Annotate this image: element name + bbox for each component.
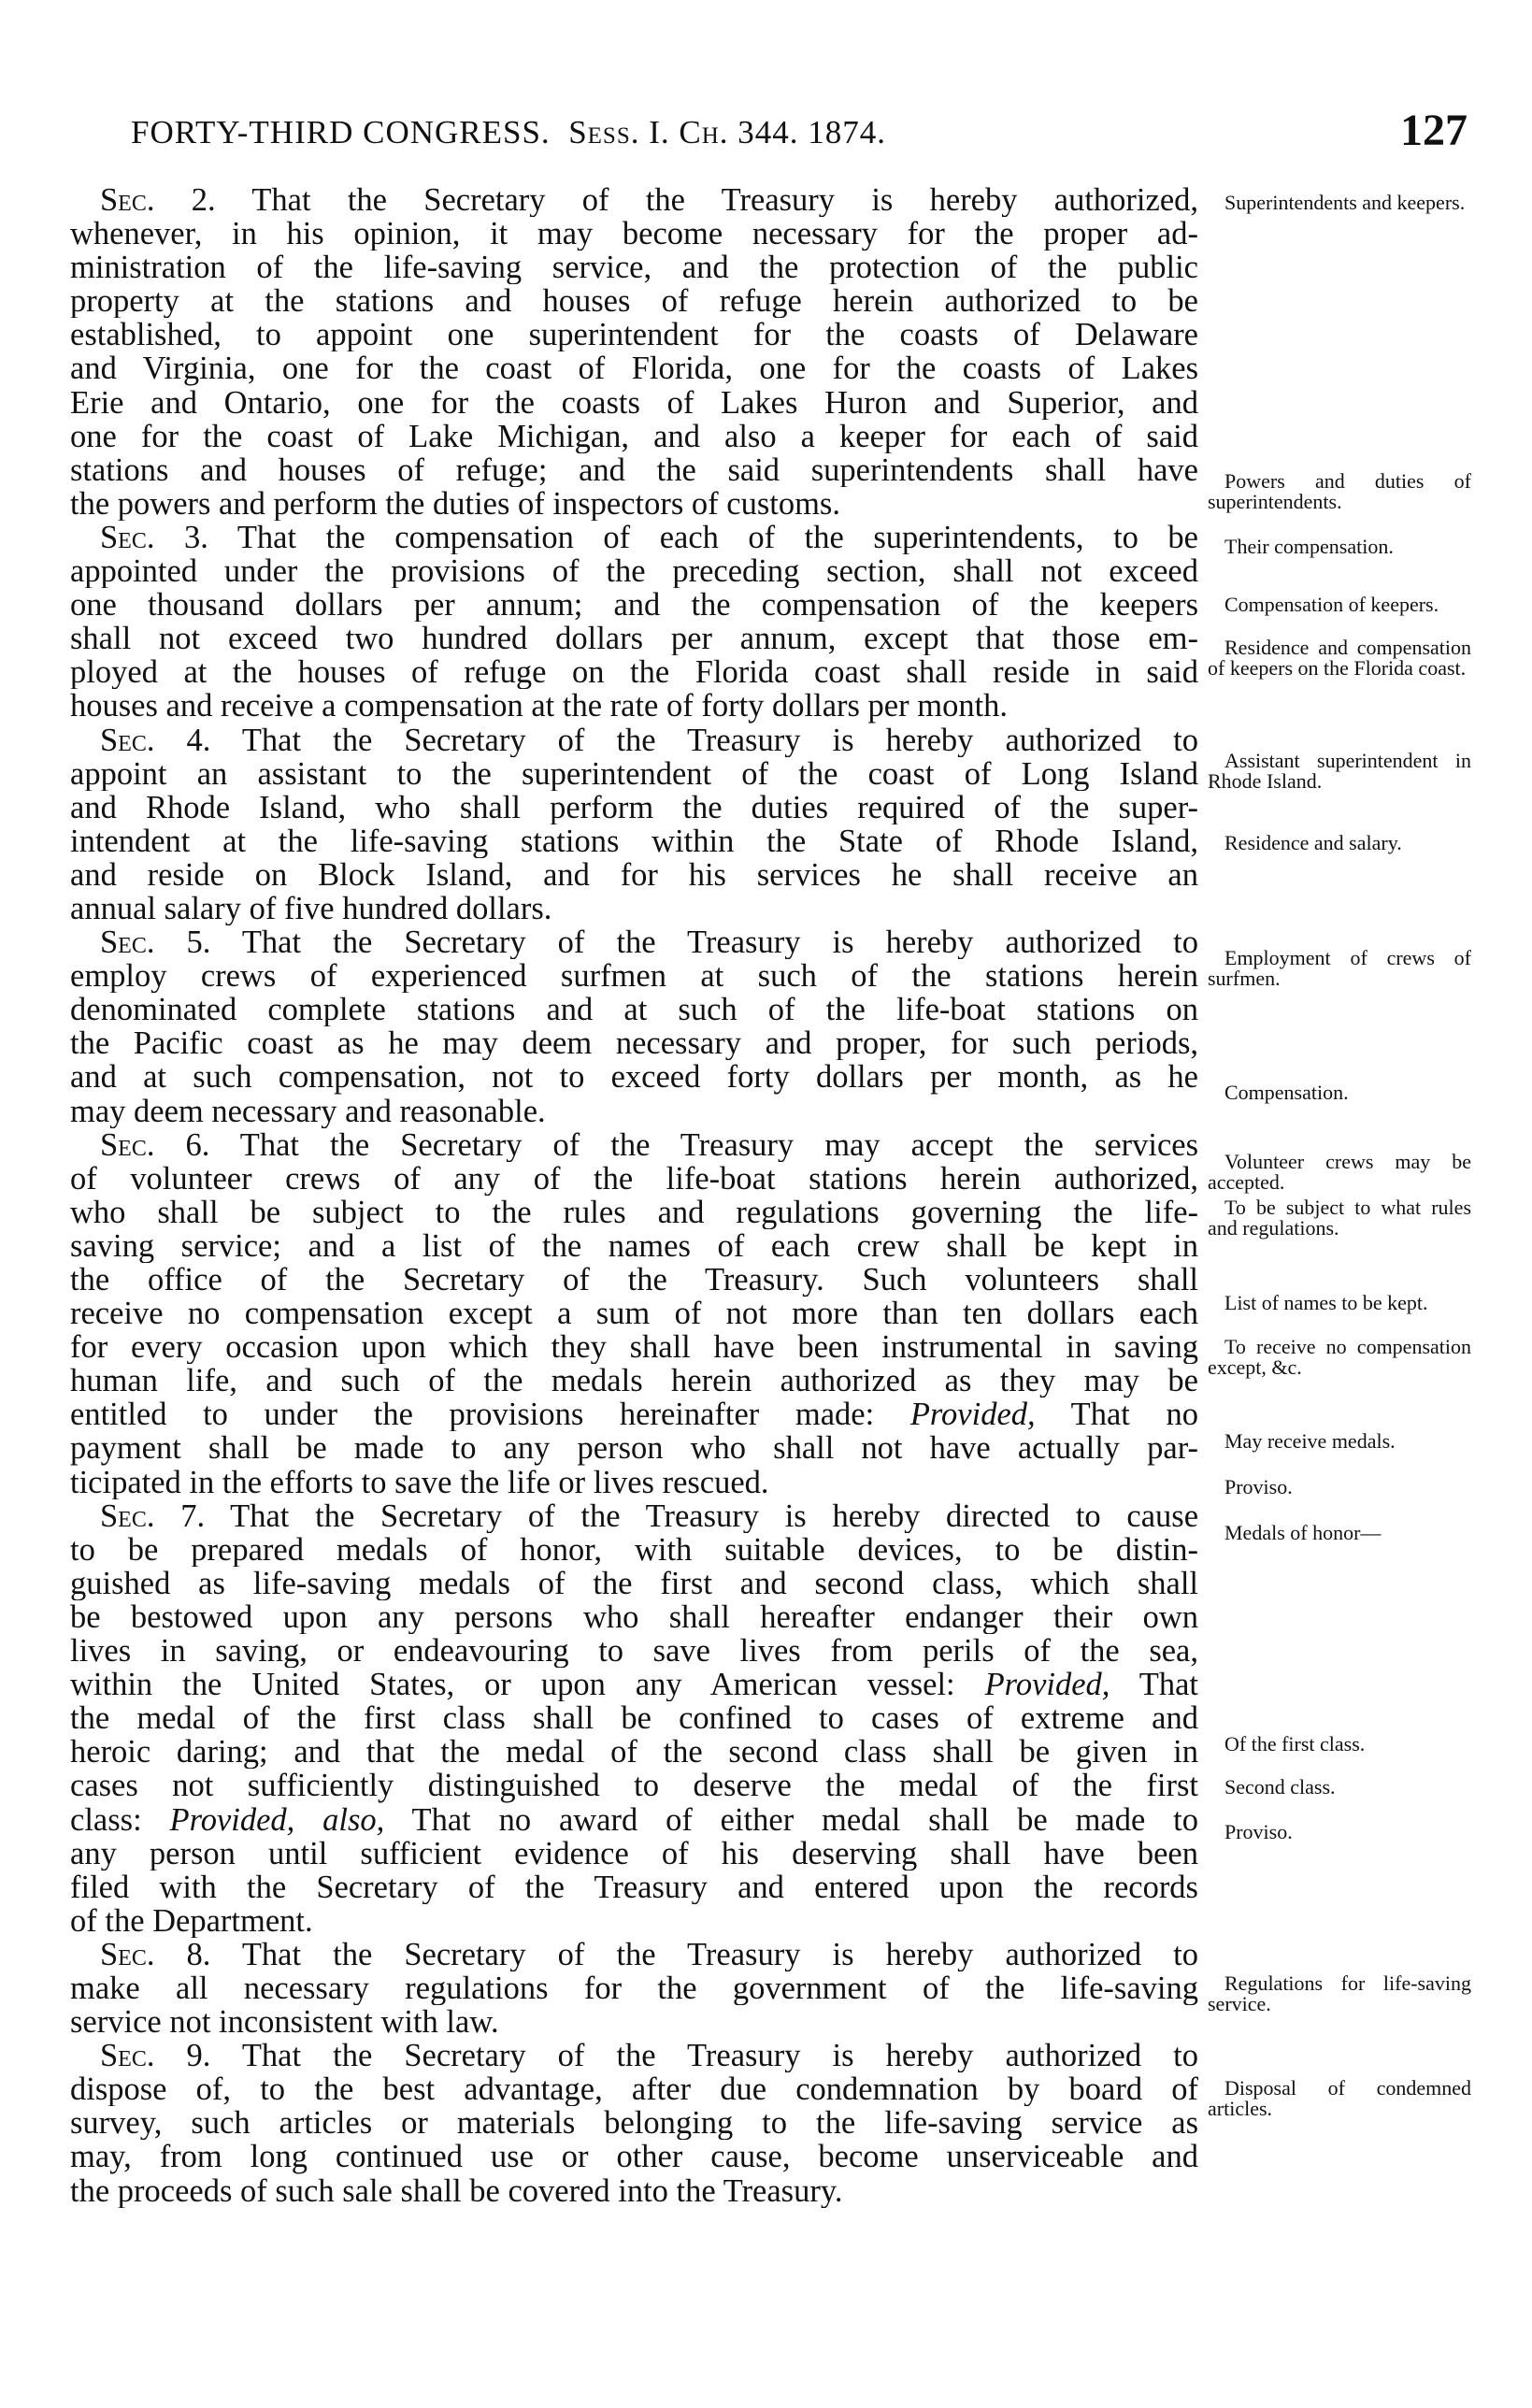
text-line — [70, 2005, 1198, 2039]
margin-note: List of names to be kept. — [1224, 1291, 1428, 1314]
line-text: That the Secretary of the Treasury is hereby directed to cause — [205, 1498, 1198, 1533]
proviso-italic: Provided, also, — [169, 1802, 385, 1837]
section-label: Sec. 9. — [100, 2039, 211, 2073]
text-line — [70, 1533, 1198, 1567]
text-line — [70, 318, 1198, 351]
proviso-italic: Provided, — [984, 1668, 1110, 1702]
text-line — [70, 420, 1198, 453]
text-line — [70, 1904, 1198, 1938]
line-text: denominated complete stations and at such of the life-boat stations on — [70, 993, 1198, 1027]
text-line — [70, 1803, 1198, 1837]
line-text: the proceeds of such sale shall be covered into the Treasury. — [70, 2173, 843, 2208]
margin-note: Their compensation. — [1224, 535, 1394, 558]
line-text: and Virginia, one for the coast of Florida, one for the coasts of Lakes — [70, 351, 1198, 386]
text-line — [70, 1567, 1198, 1600]
section-3 — [70, 521, 1198, 724]
text-line — [70, 1095, 1198, 1128]
text-line — [70, 1398, 1198, 1431]
text-line — [70, 724, 1198, 757]
text-line — [70, 1364, 1198, 1398]
margin-note: Superintendents and keepers. — [1224, 191, 1466, 214]
margin-note: To receive no compensation except, &c. — [1208, 1335, 1471, 1379]
header-session-chapter: Sess. I. Ch. 344. 1874. — [568, 114, 887, 150]
line-text: the medal of the first class shall be confined to cases of extreme and — [70, 1701, 1198, 1736]
line-text: annual salary of five hundred dollars. — [70, 891, 552, 926]
text-line — [70, 1297, 1198, 1330]
section-label: Sec. 8. — [100, 1937, 211, 1971]
line-text: That no — [1035, 1398, 1198, 1432]
text-line — [70, 655, 1198, 689]
section-4 — [70, 724, 1198, 926]
text-line — [70, 386, 1198, 420]
proviso-italic: Provided, — [909, 1398, 1036, 1432]
margin-note: Regulations for life-saving service. — [1208, 1971, 1471, 2015]
line-text: guished as life-saving medals of the first and second class, which shall — [70, 1566, 1198, 1600]
section-7 — [70, 1499, 1198, 1938]
text-line — [70, 824, 1198, 858]
text-line — [70, 1971, 1198, 2005]
section-9 — [70, 2039, 1198, 2207]
line-text: filed with the Secretary of the Treasury and entered upon the records — [70, 1870, 1198, 1904]
text-line — [70, 1431, 1198, 1465]
line-text: That the Secretary of the Treasury is hereby authorized to — [210, 1937, 1198, 1971]
text-line — [70, 521, 1198, 554]
text-line — [70, 1701, 1198, 1735]
text-line — [70, 2174, 1198, 2208]
line-text: one thousand dollars per annum; and the compensation of the keepers — [70, 588, 1198, 623]
margin-note: Powers and duties of superintendents. — [1208, 469, 1471, 513]
margin-note: Employment of crews of surfmen. — [1208, 946, 1471, 990]
section-label: Sec. 6. — [100, 1127, 210, 1162]
text-line — [70, 1735, 1198, 1769]
line-text: class: — [70, 1802, 170, 1837]
text-line — [70, 1938, 1198, 1971]
text-line — [70, 1466, 1198, 1499]
line-text: That no award of either medal shall be made to — [384, 1802, 1198, 1837]
section-label: Sec. 3. — [100, 520, 208, 555]
text-line — [70, 1026, 1198, 1060]
section-2 — [70, 183, 1198, 521]
line-text: for every occasion upon which they shall have been instrumental in saving — [70, 1330, 1198, 1365]
text-line — [70, 487, 1198, 521]
margin-note: May receive medals. — [1224, 1429, 1396, 1453]
statute-text — [70, 183, 1198, 2208]
text-line — [70, 1668, 1198, 1701]
line-text: any person until sufficient evidence of his deserving shall have been — [70, 1836, 1198, 1870]
text-line — [70, 1060, 1198, 1094]
section-label: Sec. 7. — [100, 1498, 206, 1533]
line-text: within the United States, or upon any American vessel: — [70, 1668, 985, 1702]
line-text: stations and houses of refuge; and the said superintendents shall have — [70, 452, 1198, 487]
line-text: shall not exceed two hundred dollars per annum, except that those em- — [70, 622, 1198, 656]
text-line — [70, 622, 1198, 655]
text-line — [70, 791, 1198, 824]
margin-note: Compensation of keepers. — [1224, 593, 1439, 616]
line-text: be bestowed upon any persons who shall hereafter endanger their own — [70, 1599, 1198, 1635]
text-line — [70, 1837, 1198, 1870]
line-text: receive no compensation except a sum of not more than ten dollars each — [70, 1297, 1198, 1331]
line-text: the office of the Secretary of the Treasury. Such volunteers shall — [70, 1263, 1198, 1297]
line-text: That the Secretary of the Treasury is hereby authorized to — [210, 925, 1198, 960]
line-text: property at the stations and houses of refuge herein authorized to be — [70, 284, 1198, 319]
line-text: one for the coast of Lake Michigan, and also a keeper for each of said — [70, 419, 1198, 453]
text-line — [70, 217, 1198, 251]
margin-note: Proviso. — [1224, 1475, 1293, 1498]
line-text: That — [1110, 1668, 1198, 1702]
text-line — [70, 1499, 1198, 1533]
line-text: whenever, in his opinion, it may become necessary for the proper ad- — [70, 217, 1198, 251]
line-text: appointed under the provisions of the preceding section, shall not exceed — [70, 554, 1198, 589]
text-line — [70, 689, 1198, 723]
section-label: Sec. 5. — [100, 925, 211, 960]
section-8 — [70, 1938, 1198, 2039]
margin-note: To be subject to what rules and regulations. — [1208, 1196, 1471, 1240]
line-text: employ crews of experienced surfmen at such of the stations herein — [70, 959, 1198, 994]
line-text: heroic daring; and that the medal of the second class shall be given in — [70, 1735, 1198, 1770]
margin-note: Compensation. — [1224, 1081, 1349, 1104]
margin-note: Assistant superintendent in Rhode Island. — [1208, 749, 1471, 793]
text-line — [70, 1769, 1198, 1802]
line-text: ministration of the life-saving service, and the protection of the public — [70, 251, 1198, 285]
text-line — [70, 959, 1198, 993]
line-text: That the compensation of each of the superintendents, to be — [208, 520, 1198, 555]
text-line — [70, 1634, 1198, 1668]
margin-note: Residence and compensation of keepers on the Florida coast. — [1208, 636, 1471, 680]
text-line — [70, 1162, 1198, 1196]
text-line — [70, 1263, 1198, 1297]
text-line — [70, 1870, 1198, 1904]
line-text: ticipated in the efforts to save the life or lives rescued. — [70, 1465, 769, 1499]
text-line — [70, 757, 1198, 791]
text-line — [70, 2039, 1198, 2072]
section-label: Sec. 4. — [100, 723, 211, 757]
line-text: payment shall be made to any person who shall not have actually par- — [70, 1431, 1198, 1466]
line-text: That the Secretary of the Treasury may accept the services — [209, 1127, 1198, 1162]
line-text: cases not sufficiently distinguished to deserve the medal of the first — [70, 1769, 1198, 1803]
running-header — [131, 105, 1468, 161]
line-text: dispose of, to the best advantage, after due condemnation by board of — [70, 2072, 1198, 2107]
line-text: human life, and such of the medals herein authorized as they may be — [70, 1364, 1198, 1398]
margin-note: Second class. — [1224, 1775, 1336, 1799]
line-text: That the Secretary of the Treasury is hereby authorized, — [215, 183, 1198, 218]
section-5 — [70, 925, 1198, 1128]
text-line — [70, 351, 1198, 385]
text-line — [70, 2106, 1198, 2140]
line-text: That the Secretary of the Treasury is hereby authorized to — [210, 723, 1198, 757]
text-line — [70, 284, 1198, 318]
line-text: the Pacific coast as he may deem necessary and proper, for such periods, — [70, 1026, 1198, 1061]
line-text: That the Secretary of the Treasury is hereby authorized to — [210, 2039, 1198, 2073]
line-text: ployed at the houses of refuge on the Florida coast shall reside in said — [70, 655, 1198, 690]
page-number: 127 — [1400, 106, 1468, 155]
line-text: who shall be subject to the rules and regulations governing the life- — [70, 1195, 1198, 1229]
text-line — [70, 1229, 1198, 1263]
margin-note: Disposal of condemned articles. — [1208, 2076, 1471, 2120]
margin-note: Proviso. — [1224, 1820, 1293, 1843]
text-line — [70, 993, 1198, 1026]
text-line — [70, 251, 1198, 284]
margin-note: Medals of honor— — [1224, 1521, 1382, 1544]
line-text: may, from long continued use or other cause, become unserviceable and — [70, 2140, 1198, 2174]
line-text: Erie and Ontario, one for the coasts of Lakes Huron and Superior, and — [70, 385, 1198, 420]
text-line — [70, 2140, 1198, 2173]
line-text: and reside on Block Island, and for his services he shall receive an — [70, 857, 1198, 892]
margin-note: Residence and salary. — [1224, 831, 1402, 854]
text-line — [70, 588, 1198, 622]
line-text: and Rhode Island, who shall perform the duties required of the super- — [70, 790, 1198, 824]
text-line — [70, 858, 1198, 892]
line-text: of volunteer crews of any of the life-boat stations herein authorized, — [70, 1161, 1198, 1196]
text-line — [70, 453, 1198, 487]
text-line — [70, 1600, 1198, 1634]
line-text: entitled to under the provisions hereinafter made: — [70, 1398, 910, 1432]
line-text: houses and receive a compensation at the rate of forty dollars per month. — [70, 689, 1009, 724]
line-text: survey, such articles or materials belonging to the life-saving service as — [70, 2106, 1198, 2141]
line-text: intendent at the life-saving stations within the State of Rhode Island, — [70, 824, 1198, 858]
text-line — [70, 925, 1198, 959]
section-6 — [70, 1128, 1198, 1499]
line-text: the powers and perform the duties of inspectors of customs. — [70, 486, 840, 521]
line-text: and at such compensation, not to exceed forty dollars per month, as he — [70, 1060, 1198, 1095]
margin-note: Of the first class. — [1224, 1732, 1366, 1756]
section-label: Sec. 2. — [100, 183, 216, 218]
line-text: lives in saving, or endeavouring to save lives from perils of the sea, — [70, 1634, 1198, 1669]
line-text: make all necessary regulations for the government of the life-saving — [70, 1971, 1198, 2006]
line-text: of the Department. — [70, 1903, 313, 1938]
text-line — [70, 1196, 1198, 1229]
text-line — [70, 1330, 1198, 1364]
line-text: to be prepared medals of honor, with suitable devices, to be distin- — [70, 1532, 1198, 1567]
text-line — [70, 2072, 1198, 2106]
line-text: established, to appoint one superintendent for the coasts of Delaware — [70, 318, 1198, 352]
header-congress: FORTY-THIRD CONGRESS. — [131, 114, 551, 150]
text-line — [70, 1128, 1198, 1162]
header-title — [131, 114, 886, 151]
line-text: may deem necessary and reasonable. — [70, 1094, 546, 1128]
text-line — [70, 892, 1198, 925]
text-line — [70, 554, 1198, 588]
margin-note: Volunteer crews may be accepted. — [1208, 1150, 1471, 1194]
text-line — [70, 183, 1198, 217]
line-text: appoint an assistant to the superintendent of the coast of Long Island — [70, 756, 1198, 791]
line-text: service not inconsistent with law. — [70, 2005, 499, 2040]
line-text: saving service; and a list of the names of each crew shall be kept in — [70, 1228, 1198, 1263]
